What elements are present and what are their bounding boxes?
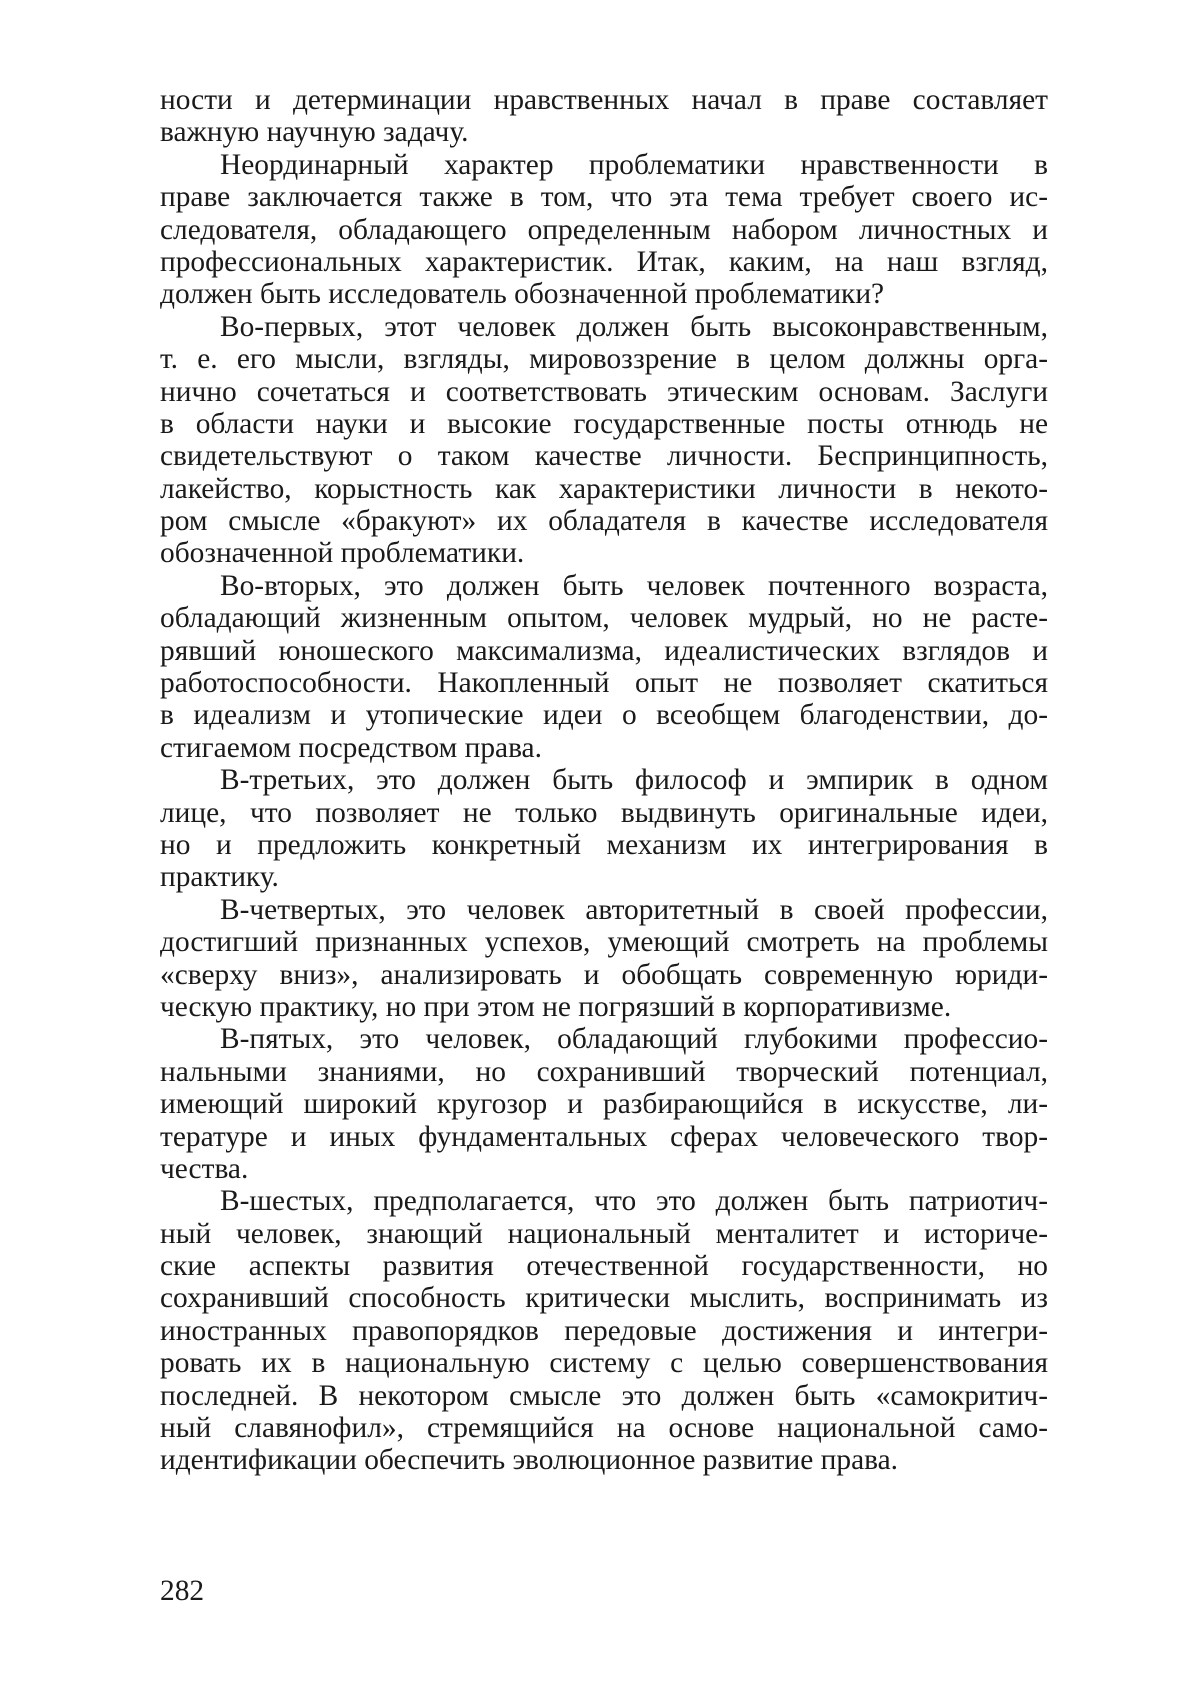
text-line: тературе и иных фундаментальных сферах человеческого твор-	[160, 1121, 1048, 1153]
text-line: профессиональных характеристик. Итак, каким, на наш взгляд,	[160, 246, 1048, 278]
text-line: ровать их в национальную систему с целью совершенствования	[160, 1347, 1048, 1379]
page-body	[160, 84, 1048, 1477]
text-line: «сверху вниз», анализировать и обобщать современную юриди-	[160, 959, 1048, 991]
text-line: практику.	[160, 861, 1048, 893]
text-line: следователя, обладающего определенным набором личностных и	[160, 214, 1048, 246]
text-line: Во-вторых, это должен быть человек почтенного возраста,	[160, 570, 1048, 602]
text-line: важную научную задачу.	[160, 116, 1048, 148]
text-line: свидетельствуют о таком качестве личности. Беспринципность,	[160, 440, 1048, 472]
text-line: имеющий широкий кругозор и разбирающийся в искусстве, ли-	[160, 1088, 1048, 1120]
text-line: ром смысле «бракуют» их обладателя в качестве исследователя	[160, 505, 1048, 537]
text-line: ный славянофил», стремящийся на основе национальной само-	[160, 1412, 1048, 1444]
text-line: обладающий жизненным опытом, человек мудрый, но не расте-	[160, 602, 1048, 634]
text-line: достигший признанных успехов, умеющий смотреть на проблемы	[160, 926, 1048, 958]
text-line: обозначенной проблематики.	[160, 537, 1048, 569]
text-line: рявший юношеского максимализма, идеалистических взглядов и	[160, 635, 1048, 667]
text-line: Неординарный характер проблематики нравственности в	[160, 149, 1048, 181]
text-line: В-шестых, предполагается, что это должен быть патриотич-	[160, 1185, 1048, 1217]
text-line: работоспособности. Накопленный опыт не позволяет скатиться	[160, 667, 1048, 699]
text-line: сохранивший способность критически мыслить, воспринимать из	[160, 1282, 1048, 1314]
text-line: В-четвертых, это человек авторитетный в своей профессии,	[160, 894, 1048, 926]
text-line: нальными знаниями, но сохранивший творческий потенциал,	[160, 1056, 1048, 1088]
text-line: идентификации обеспечить эволюционное развитие права.	[160, 1444, 1048, 1476]
text-line: Во-первых, этот человек должен быть высоконравственным,	[160, 311, 1048, 343]
text-line: ские аспекты развития отечественной государственности, но	[160, 1250, 1048, 1282]
text-line: стигаемом посредством права.	[160, 732, 1048, 764]
text-line: праве заключается также в том, что эта тема требует своего ис-	[160, 181, 1048, 213]
text-line: иностранных правопорядков передовые достижения и интегри-	[160, 1315, 1048, 1347]
text-line: в идеализм и утопические идеи о всеобщем благоденствии, до-	[160, 699, 1048, 731]
text-line: нично сочетаться и соответствовать этическим основам. Заслуги	[160, 376, 1048, 408]
text-line: должен быть исследователь обозначенной проблематики?	[160, 278, 1048, 310]
text-line: чества.	[160, 1153, 1048, 1185]
page-number: 282	[160, 1575, 204, 1607]
text-line: ный человек, знающий национальный менталитет и историче-	[160, 1218, 1048, 1250]
text-line: ности и детерминации нравственных начал в праве составляет	[160, 84, 1048, 116]
text-line: в области науки и высокие государственные посты отнюдь не	[160, 408, 1048, 440]
text-line: В-пятых, это человек, обладающий глубокими профессио-	[160, 1023, 1048, 1055]
text-line: ческую практику, но при этом не погрязший в корпоративизме.	[160, 991, 1048, 1023]
text-line: но и предложить конкретный механизм их интегрирования в	[160, 829, 1048, 861]
text-line: лакейство, корыстность как характеристики личности в некото-	[160, 473, 1048, 505]
text-line: лице, что позволяет не только выдвинуть оригинальные идеи,	[160, 797, 1048, 829]
text-line: В-третьих, это должен быть философ и эмпирик в одном	[160, 764, 1048, 796]
text-line: т. е. его мысли, взгляды, мировоззрение в целом должны орга-	[160, 343, 1048, 375]
text-line: последней. В некотором смысле это должен быть «самокритич-	[160, 1380, 1048, 1412]
